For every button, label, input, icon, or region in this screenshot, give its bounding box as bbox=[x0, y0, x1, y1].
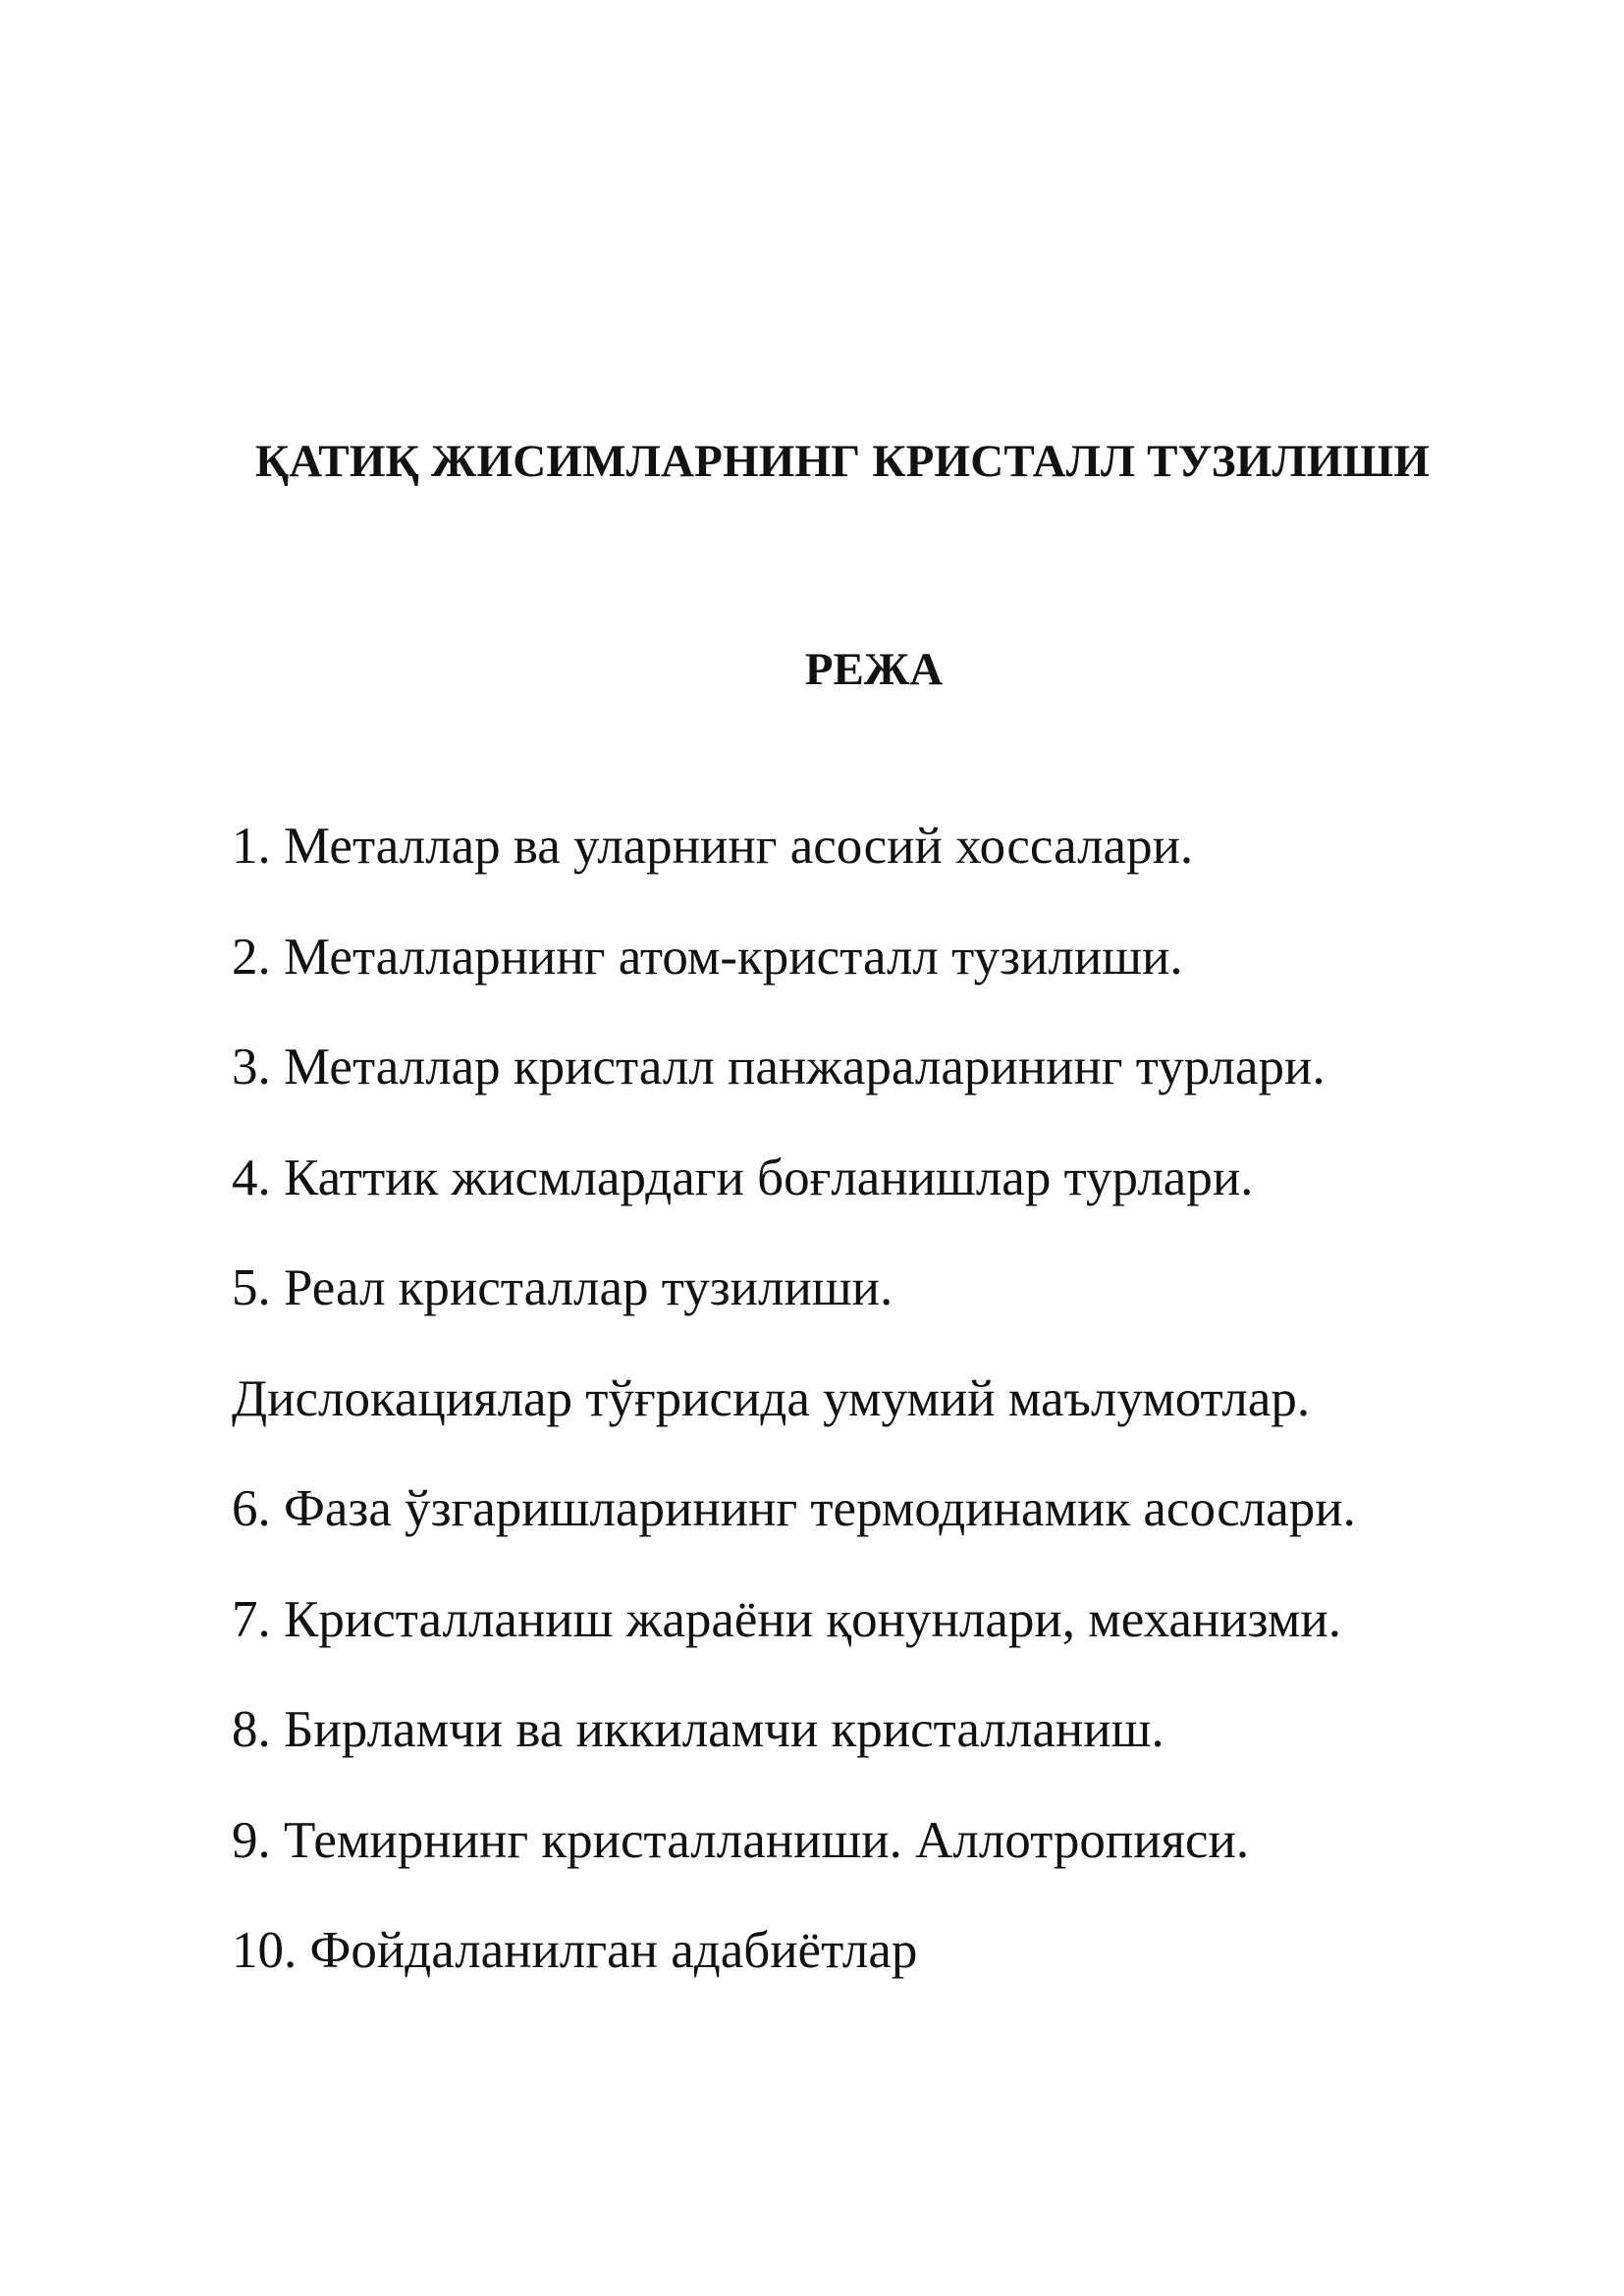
plan-item-4: 4. Каттик жисмлардаги боғланишлар турлари. bbox=[232, 1148, 1254, 1206]
document-title: ҚАТИҚ ЖИСИМЛАРНИНГ КРИСТАЛЛ ТУЗИЛИШИ bbox=[255, 436, 1431, 487]
plan-item-8: 8. Бирламчи ва иккиламчи кристалланиш. bbox=[232, 1701, 1164, 1758]
plan-item-7: 7. Кристалланиш жараёни қонунлари, механизми. bbox=[232, 1590, 1341, 1648]
plan-item-10: 10. Фойдаланилган адабиётлар bbox=[232, 1922, 918, 1979]
plan-item-3: 3. Металлар кристалл панжараларининг турлари. bbox=[232, 1039, 1326, 1095]
plan-item-6: 6. Фаза ўзгаришларининг термодинамик асослари. bbox=[232, 1480, 1356, 1537]
plan-heading: РЕЖА bbox=[804, 644, 944, 695]
plan-item-dislocations: Дислокациялар тўғрисида умумий маълумотлар. bbox=[232, 1369, 1311, 1427]
plan-item-2: 2. Металларнинг атом-кристалл тузилиши. bbox=[232, 928, 1183, 986]
plan-item-1: 1. Металлар ва уларнинг асосий хоссалари. bbox=[232, 818, 1194, 875]
plan-item-5: 5. Реал кристаллар тузилиши. bbox=[232, 1259, 893, 1316]
plan-item-9: 9. Темирнинг кристалланиши. Аллотропияси. bbox=[232, 1811, 1250, 1869]
plan-list bbox=[232, 817, 1356, 2032]
